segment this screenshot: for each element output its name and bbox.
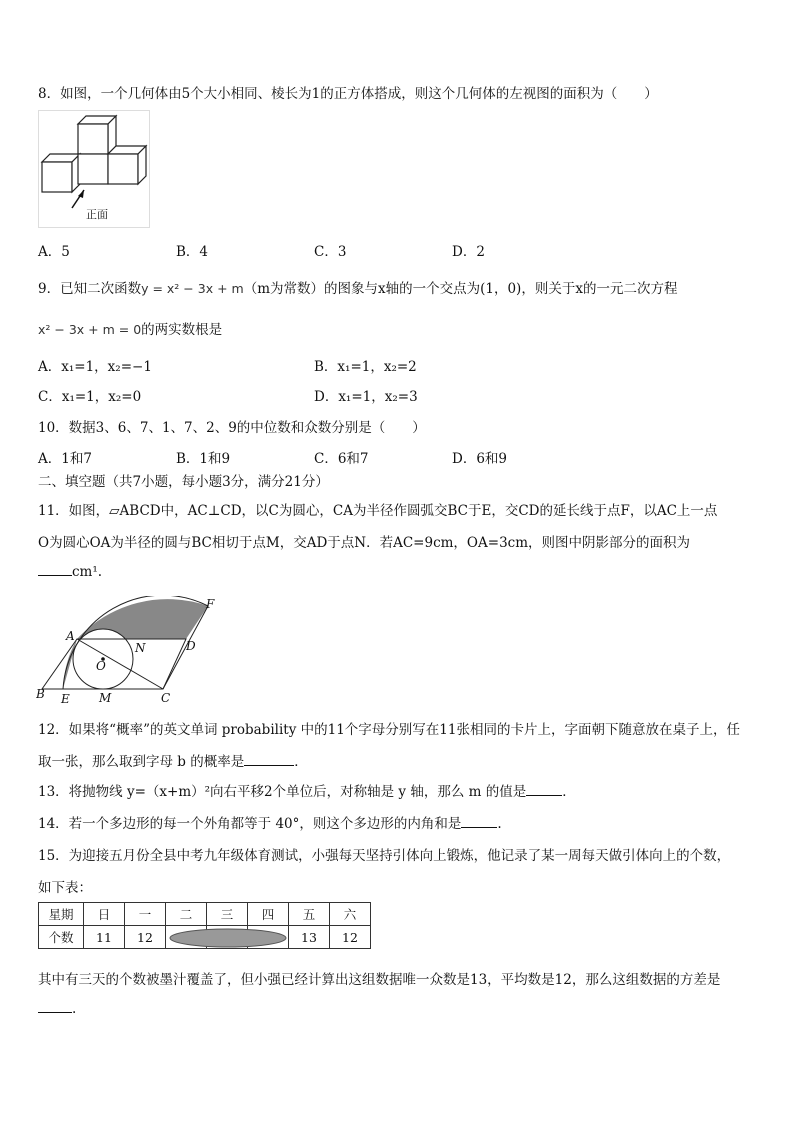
q12-end: ．: [294, 754, 308, 770]
q11-line3: [38, 563, 102, 580]
q9-text: [38, 277, 677, 297]
front-label: 正面: [86, 208, 108, 221]
table-cell: 12: [125, 926, 166, 949]
table-cell: 13: [289, 926, 330, 949]
table-cell: 12: [330, 926, 371, 949]
q9-text-a: 9．已知二次函数: [38, 281, 142, 297]
q9-option-b: B．x₁=1，x₂=2: [314, 359, 417, 375]
q9-option-c: C．x₁=1，x₂=0: [38, 389, 142, 405]
q15-line1: 15．为迎接五月份全县中考九年级体育测试，小强每天坚持引体向上锻炼，他记录了某一周每天做引体向上的个数，: [38, 848, 731, 864]
table-cell: 日: [84, 903, 125, 926]
table-cell: 六: [330, 903, 371, 926]
q9-equation-line: [38, 318, 222, 338]
table-header-row: [39, 903, 371, 926]
label-n: N: [135, 641, 146, 655]
label-f: F: [206, 597, 215, 611]
q9-text-c: 的两实数根是: [141, 322, 223, 338]
cube-figure: [38, 110, 150, 228]
table-cell: 五: [289, 903, 330, 926]
table-cell: 星期: [39, 903, 84, 926]
q8-text: 8．如图，一个几何体由5个大小相同、棱长为1的正方体搭成，则这个几何体的左视图的面积为（ ）: [38, 86, 658, 102]
q10-option-a: A．1和7: [38, 451, 92, 467]
label-a: A: [66, 629, 75, 643]
label-m: M: [99, 691, 112, 705]
q11-line1: 11．如图，▱ABCD中，AC⊥CD，以C为圆心，CA为半径作圆弧交BC于E，交CD的延长线于点F，以AC上一点: [38, 503, 718, 519]
q15-after2: [38, 1000, 76, 1017]
q8-option-d: D．2: [452, 244, 485, 260]
q14-line: [38, 812, 502, 832]
q8-option-a: A．5: [38, 244, 70, 260]
q12-answer-blank[interactable]: [244, 753, 294, 766]
q10-option-b: B．1和9: [176, 451, 231, 467]
q8-option-b: B．4: [176, 244, 209, 260]
q13-line: [38, 780, 576, 800]
q14-text: 14．若一个多边形的每一个外角都等于 40°，则这个多边形的内角和是: [38, 816, 462, 832]
label-b: B: [36, 687, 45, 701]
q15-line2: 如下表：: [38, 880, 92, 896]
q15-answer-blank[interactable]: [38, 1000, 72, 1013]
q9-function-formula: y = x² − 3x + m: [141, 281, 244, 296]
section-heading: 二、填空题（共7小题，每小题3分，满分21分）: [38, 474, 329, 490]
q13-end: ．: [562, 784, 576, 800]
q11-unit: cm¹.: [72, 564, 103, 580]
q13-text: 13．将抛物线 y=（x+m）²向右平移2个单位后，对称轴是 y 轴，那么 m 的值是: [38, 784, 527, 800]
q13-answer-blank[interactable]: [526, 783, 562, 796]
table-cell: 一: [125, 903, 166, 926]
table-cell: 个数: [39, 926, 84, 949]
q12-text: 取一张，那么取到字母 b 的概率是: [38, 754, 245, 770]
q9-text-b: （m为常数）的图象与x轴的一个交点为(1，0)，则关于x的一元二次方程: [243, 281, 678, 297]
label-c: C: [161, 691, 171, 705]
label-o: O: [96, 659, 106, 673]
label-d: D: [186, 639, 196, 653]
q12-line1: 12．如果将“概率”的英文单词 probability 中的11个字母分别写在11张相同的卡片上，字面朝下随意放在桌子上，任: [38, 722, 740, 738]
q10-option-c: C．6和7: [314, 451, 369, 467]
geometry-figure: [36, 596, 220, 706]
q9-option-a: A．x₁=1，x₂=−1: [38, 359, 152, 375]
table-cell: 四: [248, 903, 289, 926]
q12-line2: [38, 750, 308, 770]
q9-equation: x² − 3x + m = 0: [38, 322, 142, 337]
table-cell: 11: [84, 926, 125, 949]
ink-blot: [166, 926, 290, 950]
q15-end: .: [72, 1001, 77, 1017]
table-cell: 三: [207, 903, 248, 926]
label-e: E: [61, 692, 70, 706]
q11-answer-blank[interactable]: [38, 563, 72, 576]
table-cell: 二: [166, 903, 207, 926]
q9-option-d: D．x₁=1，x₂=3: [314, 389, 418, 405]
q10-option-d: D．6和9: [452, 451, 508, 467]
q14-answer-blank[interactable]: [461, 815, 497, 828]
q11-line2: O为圆心OA为半径的圆与BC相切于点M，交AD于点N．若AC=9cm，OA=3cm，则图中阴影部分的面积为: [38, 535, 691, 551]
q15-after1: 其中有三天的个数被墨汁覆盖了，但小强已经计算出这组数据唯一众数是13，平均数是12，那么这组数据的方差是: [38, 972, 721, 988]
q10-text: 10．数据3、6、7、1、7、2、9的中位数和众数分别是（ ）: [38, 420, 426, 436]
q14-end: .: [497, 816, 502, 832]
q8-option-c: C．3: [314, 244, 347, 260]
